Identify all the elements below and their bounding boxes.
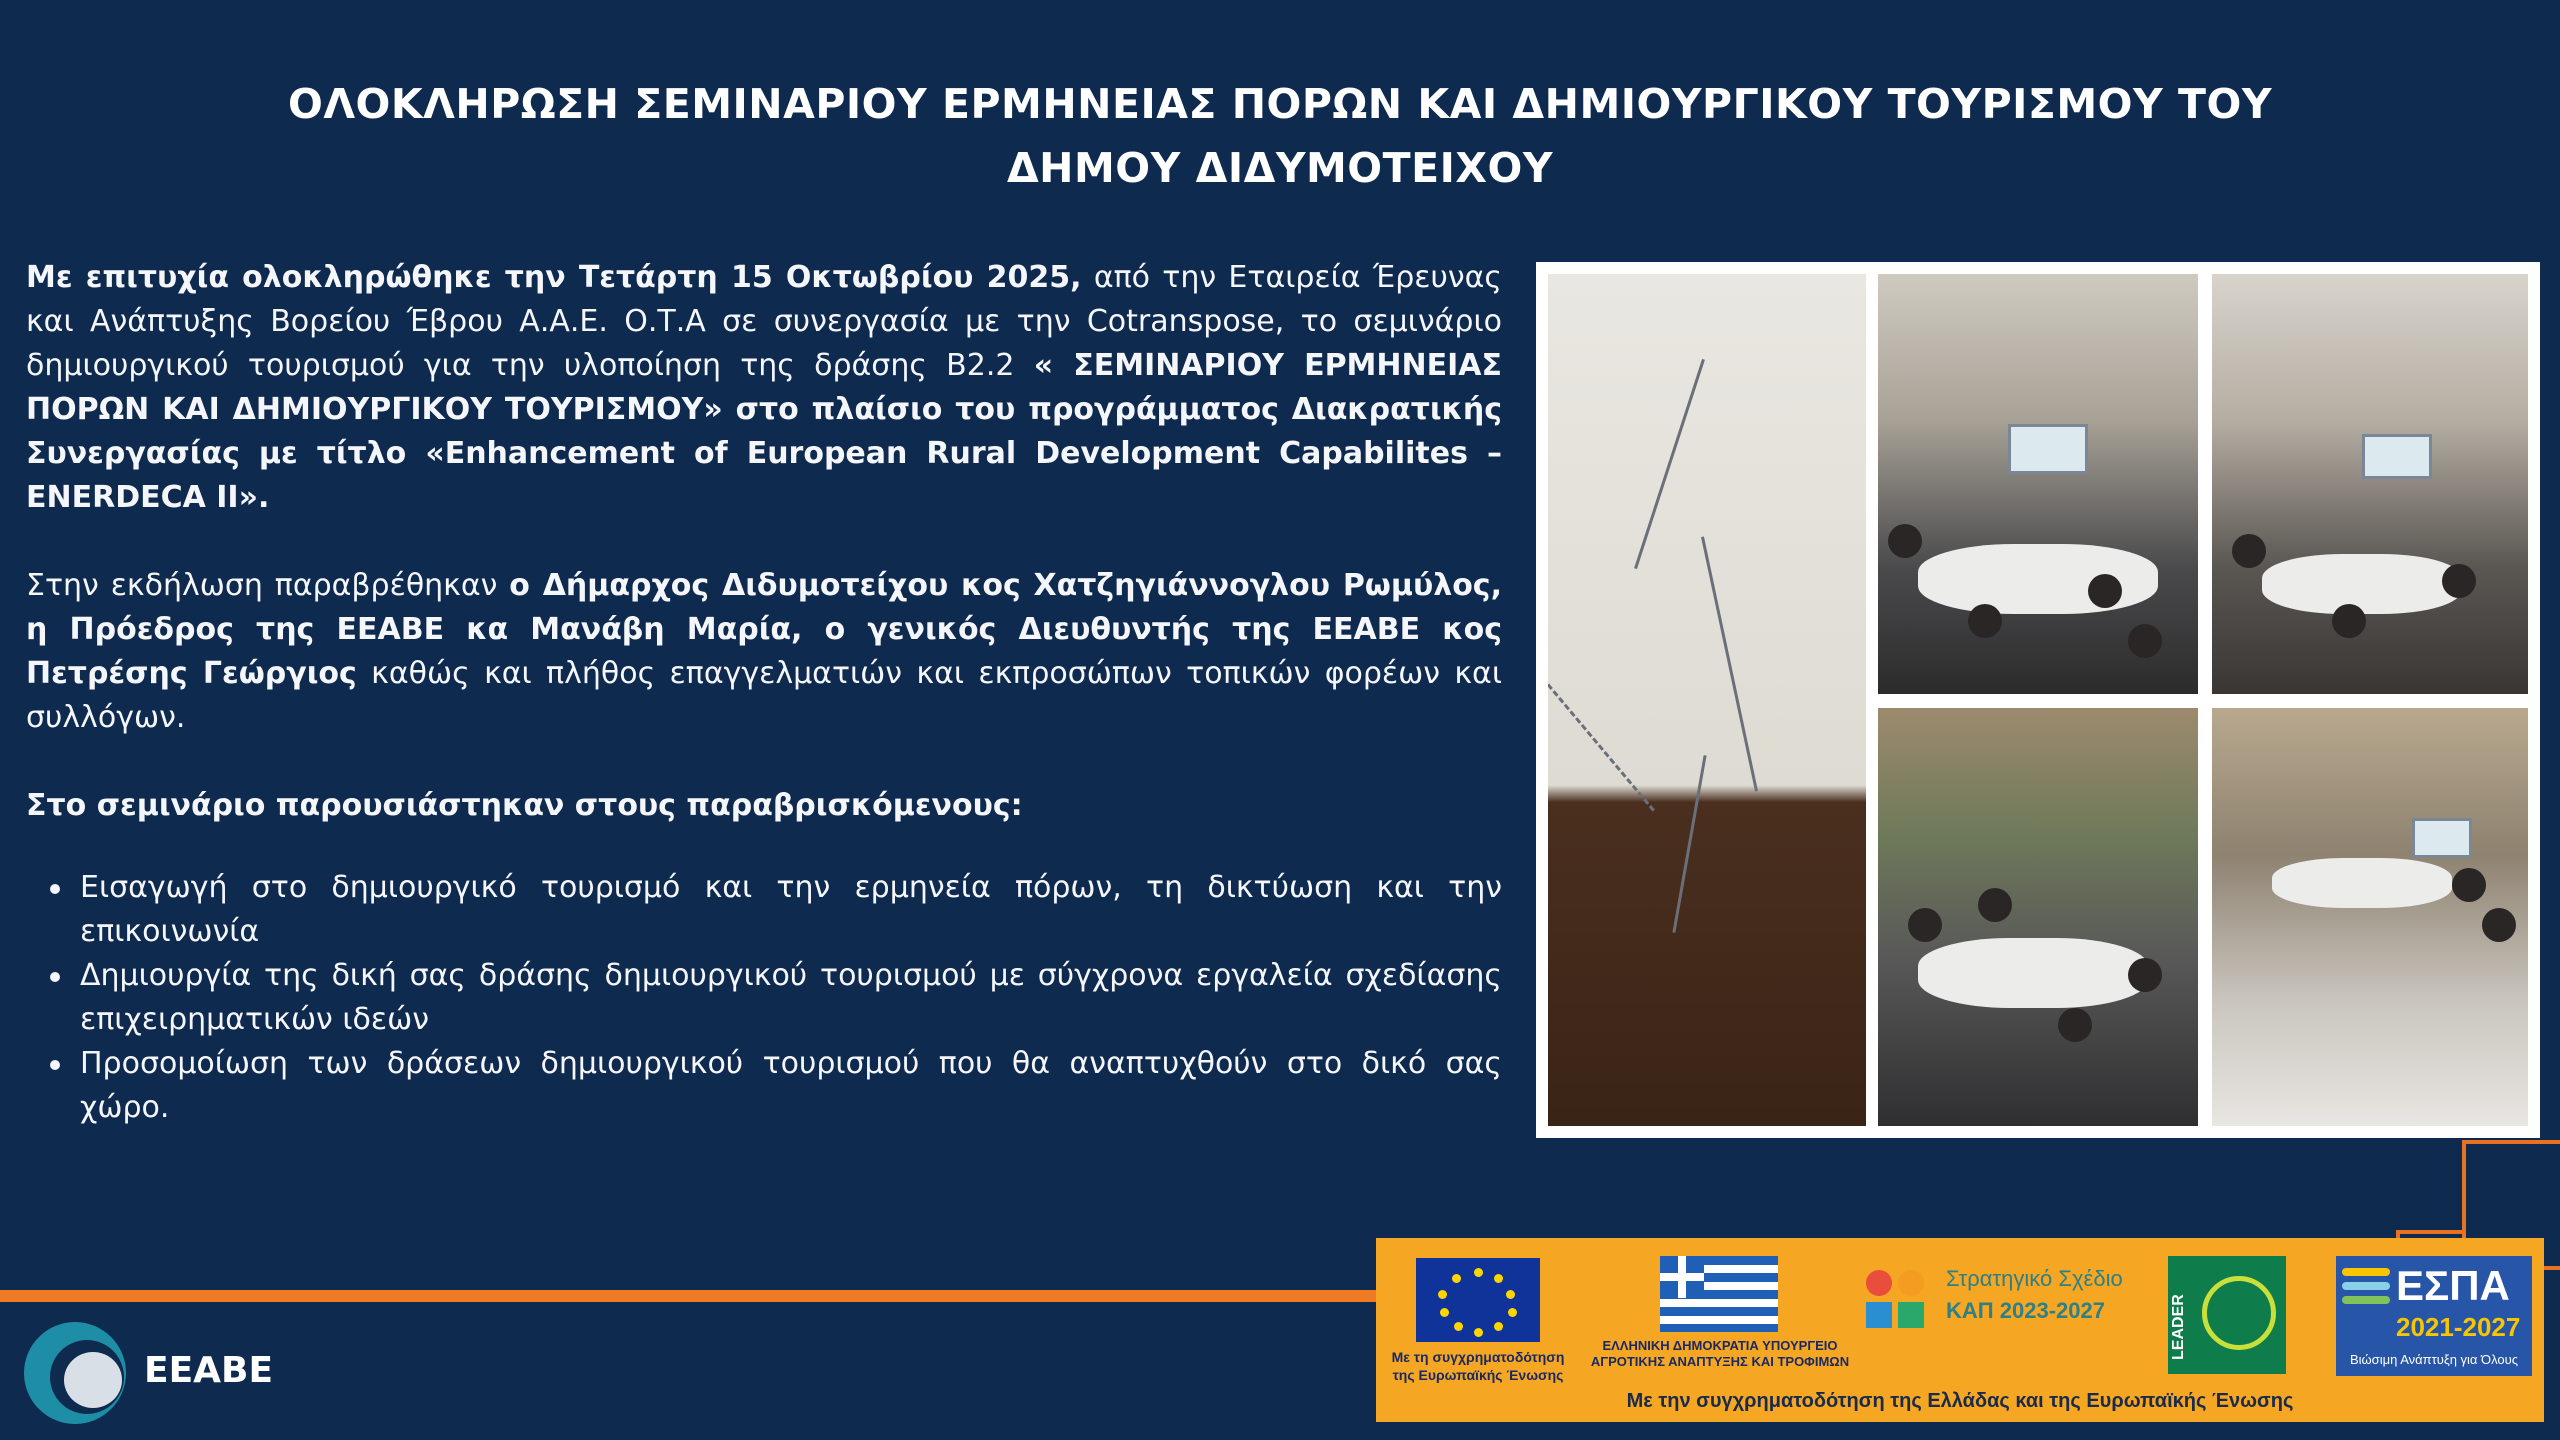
title-line-2: ΔΗΜΟΥ ΔΙΔΥΜΟΤΕΙΧΟΥ	[1006, 144, 1554, 192]
photo-seminar-4	[2212, 708, 2528, 1126]
topics-heading: Στο σεμινάριο παρουσιάστηκαν στους παραβρισκόμενους:	[26, 788, 1023, 823]
attendance-tail: καθώς και πλήθος επαγγελματιών και εκπροσώπων τοπικών φορέων και συλλόγων.	[26, 656, 1502, 735]
ministry-caption: ΕΛΛΗΝΙΚΗ ΔΗΜΟΚΡΑΤΙΑ ΥΠΟΥΡΓΕΙΟ ΑΓΡΟΤΙΚΗΣ ΑΝΑΠΤΥΞΗΣ ΚΑΙ ΤΡΟΦΙΜΩΝ	[1590, 1338, 1850, 1369]
intro-text: από την Εταιρεία Έρευνας και Ανάπτυξης Βορείου Έβρου Α.Α.Ε. Ο.Τ.Α σε συνεργασία με την Cotranspose, το σεμινάριο δημιουργικού τουρισμού για την υλοποίηση της δράσης Β2.2	[26, 260, 1502, 383]
photo-map	[1548, 274, 1866, 1126]
kap-subtitle: ΚΑΠ 2023-2027	[1946, 1298, 2105, 1323]
photo-seminar-1	[1878, 274, 2198, 694]
leaf-icon	[2202, 1276, 2276, 1350]
eu-caption: Με τη συγχρηματοδότηση της Ευρωπαϊκής Ένωσης	[1391, 1349, 1565, 1383]
photo-collage	[1536, 262, 2540, 1138]
espa-years: 2021-2027	[2396, 1312, 2521, 1342]
brand-name: ΕΕΑΒΕ	[144, 1350, 274, 1391]
eeabe-logo-icon	[24, 1322, 126, 1424]
article-body	[26, 256, 1502, 1130]
leader-label: LEADER	[2170, 1294, 2187, 1360]
kap-logo-icon	[1866, 1270, 1930, 1330]
photo-seminar-3	[1878, 708, 2198, 1126]
eu-flag-icon	[1416, 1258, 1540, 1342]
espa-logo	[2336, 1256, 2532, 1376]
photo-seminar-2	[2212, 274, 2528, 694]
topic-item: Δημιουργία της δική σας δράσης δημιουργικού τουρισμού με σύγχρονα εργαλεία σχεδίασης επιχειρηματικών ιδεών	[26, 954, 1502, 1042]
leader-logo	[2168, 1256, 2286, 1374]
funding-logos-strip	[1376, 1238, 2544, 1422]
wave-icon	[2342, 1268, 2390, 1276]
intro-bold-lead: Με επιτυχία ολοκληρώθηκε την Τετάρτη 15 Οκτωβρίου 2025,	[26, 260, 1082, 295]
espa-title: ΕΣΠΑ	[2396, 1262, 2510, 1309]
intro-bold-tail: « ΣΕΜΙΝΑΡΙΟΥ ΕΡΜΗΝΕΙΑΣ ΠΟΡΩΝ ΚΑΙ ΔΗΜΙΟΥΡΓΙΚΟΥ ΤΟΥΡΙΣΜΟΥ» στο πλαίσιο του προγράμματος Διακρατικής Συνεργασίας με τίτλο «Enhancement of European Rural Development Capabilites – ENERDECA II».	[26, 348, 1502, 515]
attendance-paragraph	[26, 564, 1502, 740]
intro-paragraph	[26, 256, 1502, 520]
attendance-bold: ο Δήμαρχος Διδυμοτείχου κος Χατζηγιάννογλου Ρωμύλος, η Πρόεδρος της ΕΕΑΒΕ κα Μανάβη Μαρία, ο γενικός Διευθυντής της ΕΕΑΒΕ κος Πετρέσης Γεώργιος	[26, 568, 1502, 691]
funding-caption: Με την συγχρηματοδότηση της Ελλάδας και της Ευρωπαϊκής Ένωσης	[1626, 1390, 2294, 1412]
topic-item: Προσομοίωση των δράσεων δημιουργικού τουρισμού που θα αναπτυχθούν στο δικό σας χώρο.	[26, 1042, 1502, 1130]
topic-item: Εισαγωγή στο δημιουργικό τουρισμό και την ερμηνεία πόρων, τη δικτύωση και την επικοινωνία	[26, 866, 1502, 954]
kap-title: Στρατηγικό Σχέδιο	[1946, 1266, 2123, 1291]
attendance-text: Στην εκδήλωση παραβρέθηκαν	[26, 568, 510, 603]
title-line-1: ΟΛΟΚΛΗΡΩΣΗ ΣΕΜΙΝΑΡΙΟΥ ΕΡΜΗΝΕΙΑΣ ΠΟΡΩΝ ΚΑΙ ΔΗΜΙΟΥΡΓΙΚΟΥ ΤΟΥΡΙΣΜΟΥ ΤΟΥ	[287, 80, 2273, 128]
orange-divider	[0, 1290, 1376, 1302]
page-title	[200, 72, 2360, 200]
greek-flag-icon	[1660, 1256, 1778, 1332]
topics-list	[26, 866, 1502, 1130]
espa-subtitle: Βιώσιμη Ανάπτυξη για Όλους	[2349, 1352, 2519, 1367]
